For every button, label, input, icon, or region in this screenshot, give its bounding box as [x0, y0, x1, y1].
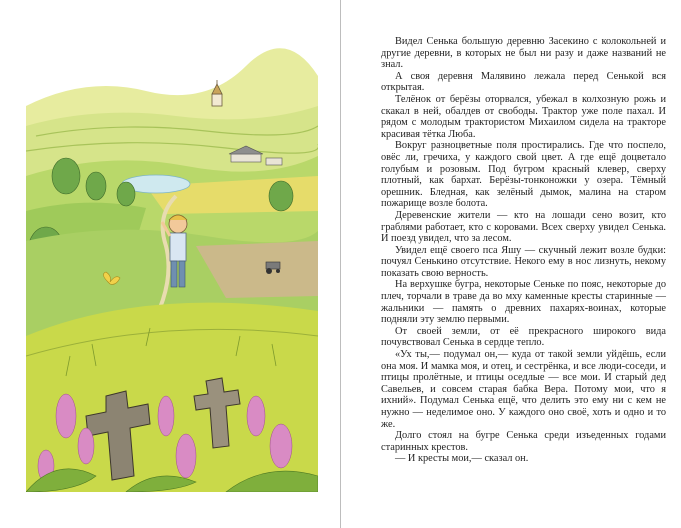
paragraph: Вокруг разноцветные поля простирались. Где что поспело, овёс ли, гречиха, у каждого свой цвет. А где ещё доцветало голубым и розовым. Под бугром красный клевер, сверху плотный, как бархат. Берёзы-тонконожки у озера. Тёмный орешник. Бледная, как зелёный дымок, малина на старом пожарище возле болота. [381, 140, 666, 210]
right-page [341, 0, 681, 528]
paragraph: Долго стоял на бугре Сенька среди изъеденных годами старинных крестов. [381, 430, 666, 453]
paragraph: Телёнок от берёзы оторвался, убежал в колхозную рожь и скакал в ней, обалдев от свободы. Трактор уже поле пахал. И рядом с молодым трактористом Михаилом сидела на тракторе красивая тётка Люба. [381, 93, 666, 140]
paragraph: Увидел ещё своего пса Яшу — скучный лежит возле будки: почуял Сенькино отсутствие. Некого ему в нос лизнуть, некому показать свою верность. [381, 244, 666, 279]
paragraph: Деревенские жители — кто на лошади сено возит, кто граблями работает, кто с коровами. Всех сверху увидел Сенька. И поезд увидел, что за лесом. [381, 209, 666, 245]
story-illustration [26, 36, 318, 492]
paragraph: На верхушке бугра, некоторые Сеньке по пояс, некоторые до плеч, торчали в траве да во мху каменные кресты старинные — жальники — память о древних пахарях-воинах, которые подняли эту землю первыми. [381, 279, 666, 326]
illustration-scene [26, 36, 318, 492]
paragraph: А своя деревня Малявино лежала перед Сенькой вся открытая. [381, 70, 666, 94]
paragraph: От своей земли, от её прекрасного широкого вида почувствовал Сенька в сердце тепло. [381, 325, 666, 349]
paragraph: — И кресты мои,— сказал он. [395, 453, 529, 465]
church-icon [212, 80, 222, 106]
paragraph: «Ух ты,— подумал он,— куда от такой земли уйдёшь, если она моя. И мамка моя, и отец, и сестрёнка, и все люди-соседи, и птицы пролётные, и птицы оседлые — все мои. И старый дед Савельев, и совсем старая бабка Вера. Потому мои, что я ихний». Подумал Сенька ещё, что делить это ему ни с кем не нужно — неделимое оно. У каждого оно своё, хоть и одно и то же. [381, 349, 666, 430]
story-text [381, 36, 666, 465]
paragraph: Видел Сенька большую деревню Засекино с колокольней и другие деревни, в которых не был ни разу и даже названий не знал. [381, 36, 666, 71]
